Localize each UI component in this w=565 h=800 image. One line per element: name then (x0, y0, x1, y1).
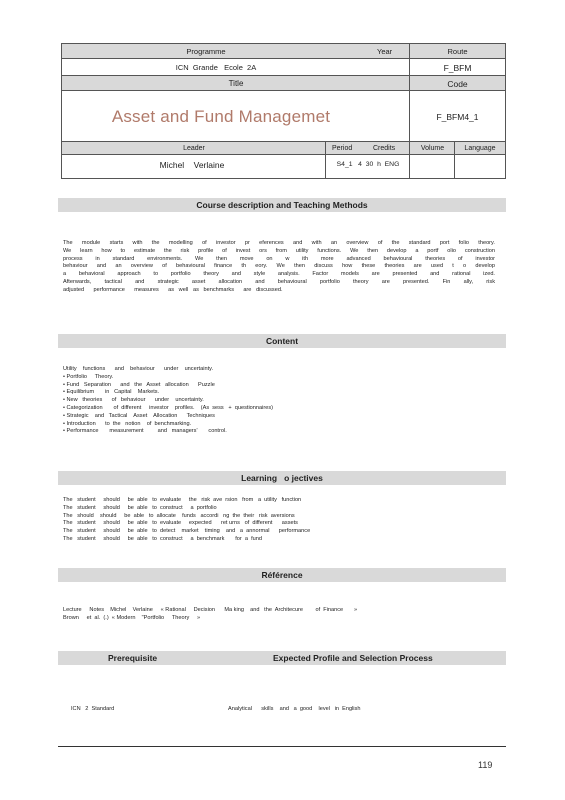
list-item: The student should be able to evaluate expected ret urns of different assets (63, 520, 298, 527)
list-item: • Strategic and Tactical Asset Allocation Techniques (63, 412, 215, 419)
reference-line: Lecture Notes Michel Verlaine « Rational Decision Ma king and the Architecure of Finance » (63, 607, 358, 613)
divider (62, 75, 505, 76)
prerequisite-value: ICN 2 Standard (71, 706, 115, 712)
list-item: • Introduction to the notion of benchmarking. (63, 420, 192, 427)
divider (325, 141, 326, 178)
list-item: Utility functions and behaviour under uncertainty. (63, 366, 214, 372)
leader-value-cell (62, 155, 326, 178)
title-label: Title (228, 79, 244, 88)
divider (62, 154, 505, 155)
expected-profile-heading: Expected Profile and Selection Process (273, 653, 433, 663)
reference-line: Brown et al. (.) « Modern "Portfolio Theory » (63, 614, 201, 621)
language-label: Language (464, 145, 496, 152)
volume-label: Volume (420, 145, 445, 152)
paragraph-line: The module starts with the modelling of investor pr eferences and with an overview of the standard port folio theory. (63, 240, 495, 246)
content-heading: Content (58, 334, 506, 348)
programme-label: Programme (186, 47, 226, 56)
expected-profile-value: Analytical skills and a good level in English (228, 706, 361, 712)
code-label: Code (447, 78, 468, 89)
title-label-cell (62, 76, 410, 91)
route-label-cell (410, 44, 505, 59)
period-value: S4_1 4 30 h ENG (336, 161, 400, 168)
learning-objectives-list (63, 497, 310, 544)
programme-label-cell (62, 44, 410, 59)
learning-objectives-heading: Learning o jectives (58, 471, 506, 485)
list-item: • Equilibrium in Capital Markets. (63, 389, 160, 396)
paragraph-line: Afterwards, tactical and strategic asset allocation and behavioural portfolio theory are presented. Fin ally, risk (63, 278, 495, 285)
list-item: The student should be able to construct a portfolio (63, 504, 217, 511)
content-list (63, 366, 273, 436)
course-title: Asset and Fund Managemet (111, 106, 331, 126)
list-item: • Performance measurement and managers' control. (63, 428, 227, 435)
code-label-cell (410, 76, 505, 91)
leader-label: Leader (183, 145, 205, 152)
route-value-cell (410, 59, 505, 76)
credits-label: Credits (373, 145, 396, 152)
course-description-text (63, 240, 495, 295)
list-item: • Fund Separation and the Asset allocation Puzzle (63, 381, 215, 388)
list-item: The student should be able to evaluate the risk ave rsion from a utility function (63, 497, 302, 503)
course-description-heading: Course description and Teaching Methods (58, 198, 506, 212)
divider (454, 141, 455, 178)
period-label: Period (332, 145, 353, 152)
title-value-cell (62, 91, 410, 142)
page-number: 119 (478, 760, 493, 770)
paragraph-line: We learn how to estimate the risk profile of invest ors from utility functions. We then develop a portf olio construction (63, 247, 495, 254)
list-item: • Categorization of different investor profiles. (As sess + questionnaires) (63, 404, 274, 411)
code-value-cell (410, 91, 505, 142)
year-label: Year (377, 47, 393, 56)
reference-list (63, 607, 357, 623)
prerequisite-profile-bar (58, 651, 506, 665)
paragraph-line: adjusted performance measures as well as benchmarks are discussed. (63, 286, 283, 293)
leader-value: Michel Verlaine (159, 159, 225, 170)
divider (409, 44, 410, 178)
list-item: The student should be able to detect market timing and a annormal performance (63, 528, 311, 535)
list-item: The should should be able to allocate funds accordi ng the their risk aversions (63, 512, 295, 519)
course-code: F_BFM4_1 (436, 111, 479, 122)
paragraph-line: process in standard environments. We then move on w ith more advanced behavioural theories of investor (63, 255, 495, 262)
footer-divider (58, 746, 506, 747)
period-value-cell (326, 155, 410, 178)
prerequisite-heading: Prerequisite (108, 653, 158, 663)
course-header-table (61, 43, 506, 179)
list-item: • New theories of behaviour under uncertainty. (63, 397, 204, 404)
list-item: • Portfolio Theory. (63, 373, 114, 380)
route-label: Route (447, 47, 468, 56)
paragraph-line: a behavioral approach to portfolio theory and style analysis. Factor models are presented and rational ized. (63, 271, 495, 278)
programme-value: ICN Grande Ecole 2A (175, 63, 257, 72)
paragraph-line: behaviour and an overview of behavioural finance th eory. We then discuss how these theories are used t o develop (63, 263, 495, 270)
list-item: The student should be able to construct a benchmark for a fund (63, 535, 262, 542)
reference-heading: Référence (58, 568, 506, 582)
divider (62, 90, 505, 91)
divider (62, 58, 505, 59)
divider (62, 141, 505, 142)
route-value: F_BFM (443, 62, 472, 73)
programme-value-cell (62, 59, 410, 76)
